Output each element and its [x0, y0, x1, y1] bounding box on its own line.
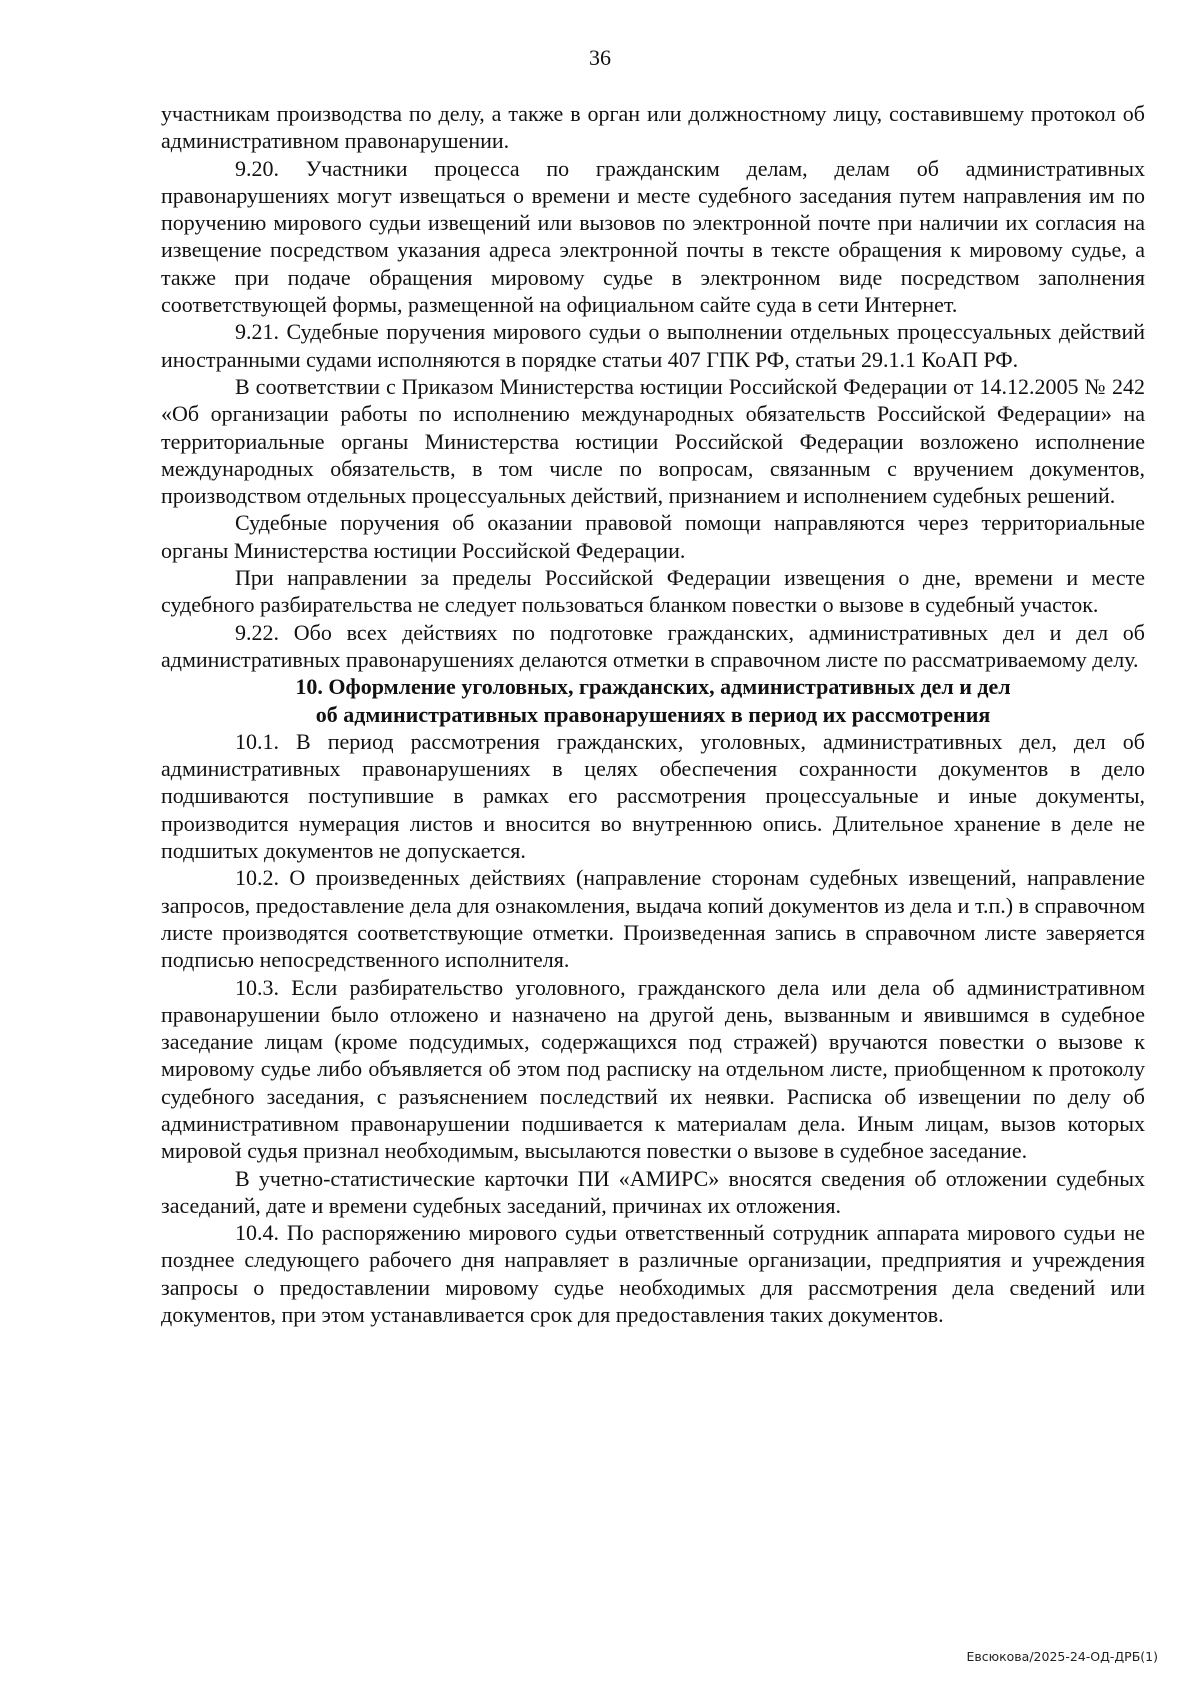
page-number: 36 [589, 45, 611, 70]
document-body [161, 100, 1145, 1328]
document-footer-id: Евсюкова/2025-24-ОД-ДРБ(1) [966, 1649, 1158, 1664]
paragraph-ministry-order: В соответствии с Приказом Министерства юстиции Российской Федерации от 14.12.2005 № 242 «Об организации работы по исполнению международных обязательств Российской Федерации» на территориальные органы Министерства юстиции Российской Федерации возложено исполнение международных обязательств, в том числе по вопросам, связанным с вручением документов, производством отдельных процессуальных действий, признанием и исполнением судебных решений. [161, 373, 1145, 509]
section-10-heading-line1: 10. Оформление уголовных, гражданских, административных дел и дел [295, 674, 1011, 700]
paragraph-9-21: 9.21. Судебные поручения мирового судьи о выполнении отдельных процессуальных действий иностранными судами исполняются в порядке статьи 407 ГПК РФ, статьи 29.1.1 КоАП РФ. [161, 319, 1145, 372]
section-10-heading [161, 673, 1145, 728]
paragraph-foreign-notice: При направлении за пределы Российской Федерации извещения о дне, времени и месте судебного разбирательства не следует пользоваться бланком повестки о вызове в судебный участок. [161, 565, 1145, 618]
paragraph-9-20: 9.20. Участники процесса по гражданским делам, делам об административных правонарушениях могут извещаться о времени и месте судебного заседания путем направления им по поручению мирового судьи извещений или вызовов по электронной почте при наличии их согласия на извещение посредством указания адреса электронной почты в тексте обращения к мировому судье, а также при подаче обращения мировому судье в электронном виде посредством заполнения соответствующей формы, размещенной на официальном сайте суда в сети Интернет. [161, 155, 1145, 318]
section-10-heading-line2: об административных правонарушениях в период их рассмотрения [315, 701, 991, 727]
paragraph-9-22: 9.22. Обо всех действиях по подготовке гражданских, административных дел и дел об административных правонарушениях делаются отметки в справочном листе по рассматриваемому делу. [161, 619, 1145, 672]
paragraph-10-2: 10.2. О произведенных действиях (направление сторонам судебных извещений, направление запросов, предоставление дела для ознакомления, выдача копий документов из дела и т.п.) в справочном листе производятся соответствующие отметки. Произведенная запись в справочном листе заверяется подписью непосредственного исполнителя. [161, 865, 1145, 973]
paragraph-amirs: В учетно-статистические карточки ПИ «АМИРС» вносятся сведения об отложении судебных заседаний, дате и времени судебных заседаний, причинах их отложения. [161, 1165, 1145, 1218]
paragraph-legal-assistance: Судебные поручения об оказании правовой помощи направляются через территориальные органы Министерства юстиции Российской Федерации. [161, 510, 1145, 563]
paragraph-10-3: 10.3. Если разбирательство уголовного, гражданского дела или дела об административном правонарушении было отложено и назначено на другой день, вызванным и явившимся в судебное заседание лицам (кроме подсудимых, содержащихся под стражей) вручаются повестки о вызове к мировому судье либо объявляется об этом под расписку на отдельном листе, приобщенном к протоколу судебного заседания, с разъяснением последствий их неявки. Расписка об извещении по делу об административном правонарушении подшивается к материалам дела. Иным лицам, вызов которых мировой судья признал необходимым, высылаются повестки о вызове в судебное заседание. [161, 974, 1145, 1164]
paragraph-10-1: 10.1. В период рассмотрения гражданских, уголовных, административных дел, дел об административных правонарушениях в целях обеспечения сохранности документов в дело подшиваются поступившие в рамках его рассмотрения процессуальные и иные документы, производится нумерация листов и вносится во внутреннюю опись. Длительное хранение в деле не подшитых документов не допускается. [161, 728, 1145, 864]
paragraph-continuation: участникам производства по делу, а также в орган или должностному лицу, составившему протокол об административном правонарушении. [161, 101, 1145, 154]
paragraph-10-4: 10.4. По распоряжению мирового судьи ответственный сотрудник аппарата мирового судьи не позднее следующего рабочего дня направляет в различные организации, предприятия и учреждения запросы о предоставлении мировому судье необходимых для рассмотрения дела сведений или документов, при этом устанавливается срок для предоставления таких документов. [161, 1220, 1145, 1328]
